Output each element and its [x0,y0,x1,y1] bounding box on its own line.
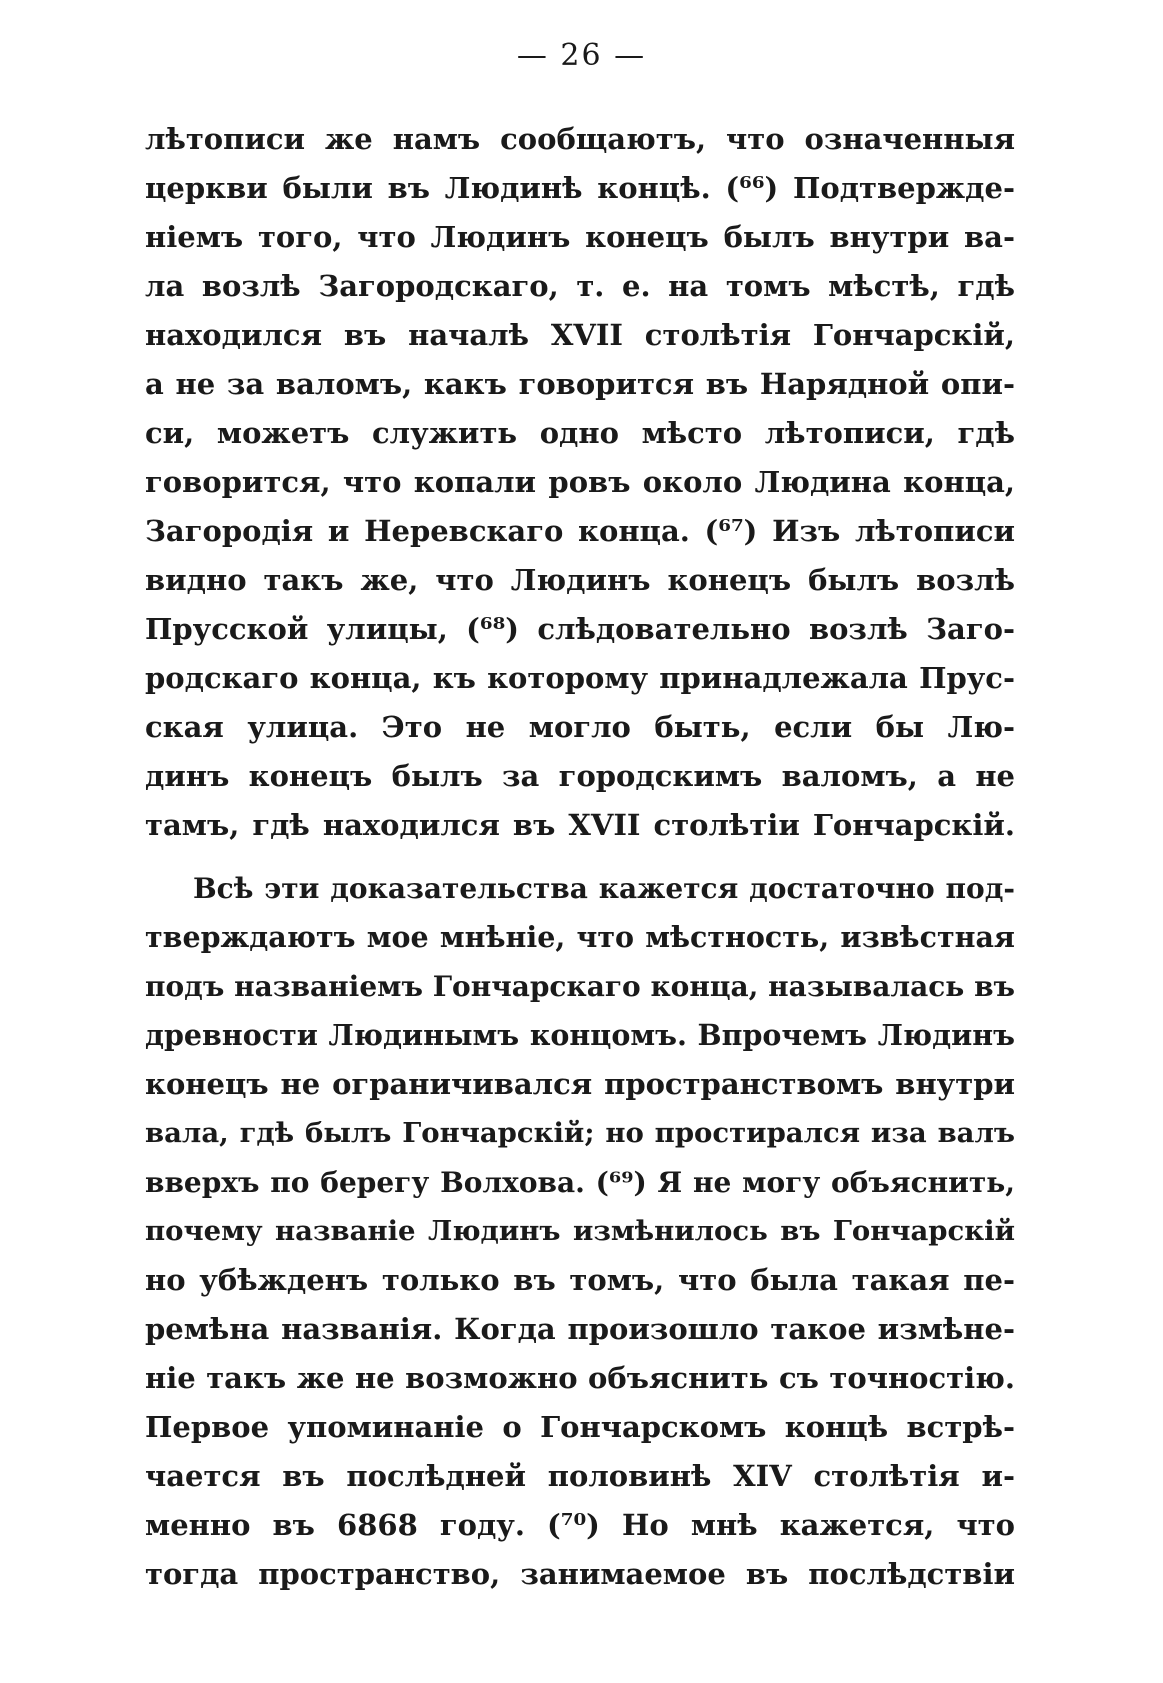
text-line: Прусской улицы, (⁶⁸) слѣдовательно возлѣ Заго- [145,612,1015,646]
text-line: конецъ не ограничивался пространствомъ внутри [145,1067,1015,1101]
text-line: Первое упоминаніе о Гончарскомъ концѣ встрѣ- [145,1410,1015,1444]
text-line: чается въ послѣдней половинѣ XIV столѣтія и- [145,1459,1015,1493]
text-line: древности Людинымъ концомъ. Впрочемъ Людинъ [145,1018,1015,1052]
text-line: ла возлѣ Загородскаго, т. е. на томъ мѣстѣ, гдѣ [145,269,1015,303]
text-line: ніемъ того, что Людинъ конецъ былъ внутри ва- [145,220,1015,254]
text-line: лѣтописи же намъ сообщаютъ, что означенныя [145,122,1015,156]
text-line: Загородія и Неревскаго конца. (⁶⁷) Изъ лѣтописи [145,514,1015,548]
page-number: — 26 — [516,38,647,73]
text-line: ремѣна названія. Когда произошло такое измѣне- [145,1312,1015,1346]
text-line: вала, гдѣ былъ Гончарскій; но простирался изa валъ [145,1117,1015,1149]
text-line: видно такъ же, что Людинъ конецъ былъ возлѣ [145,563,1015,597]
text-line: родскаго конца, къ которому принадлежала Прус- [145,661,1015,695]
text-line: ская улица. Это не могло быть, если бы Лю- [145,710,1015,744]
text-line: менно въ 6868 году. (⁷⁰) Но мнѣ кажется, что [145,1508,1015,1542]
text-line: подъ названіемъ Гончарскаго конца, называлась въ [145,970,1015,1003]
text-line: ніе такъ же не возможно объяснить съ точностію. [145,1361,1015,1395]
text-line: тверждаютъ мое мнѣніе, что мѣстность, извѣстная [145,920,1015,954]
text-line: динъ конецъ былъ за городскимъ валомъ, а не [145,759,1015,793]
text-line: почему названіе Людинъ измѣнилось въ Гончарскій [145,1215,1015,1247]
text-line: си, можетъ служить одно мѣсто лѣтописи, гдѣ [145,416,1015,450]
body-text [145,115,1015,1599]
text-line: находился въ началѣ XVII столѣтія Гончарскій, [145,318,1015,352]
text-line: говорится, что копали ровъ около Людина конца, [145,465,1015,499]
text-line: но убѣжденъ только въ томъ, что была такая пе- [145,1263,1015,1297]
text-line: тамъ, гдѣ находился въ XVII столѣтіи Гончарскій. [145,808,1015,842]
text-line: тогда пространство, занимаемое въ послѣдствіи [145,1557,1015,1591]
text-line: а не за валомъ, какъ говорится въ Нарядной опи- [145,367,1015,401]
text-line: церкви были въ Людинѣ концѣ. (⁶⁶) Подтвержде- [145,171,1015,205]
text-line: вверхъ по берегу Волхова. (⁶⁹) Я не могу объяснить, [145,1166,1015,1199]
text-line: Всѣ эти доказательства кажется достаточно под- [193,872,1015,905]
